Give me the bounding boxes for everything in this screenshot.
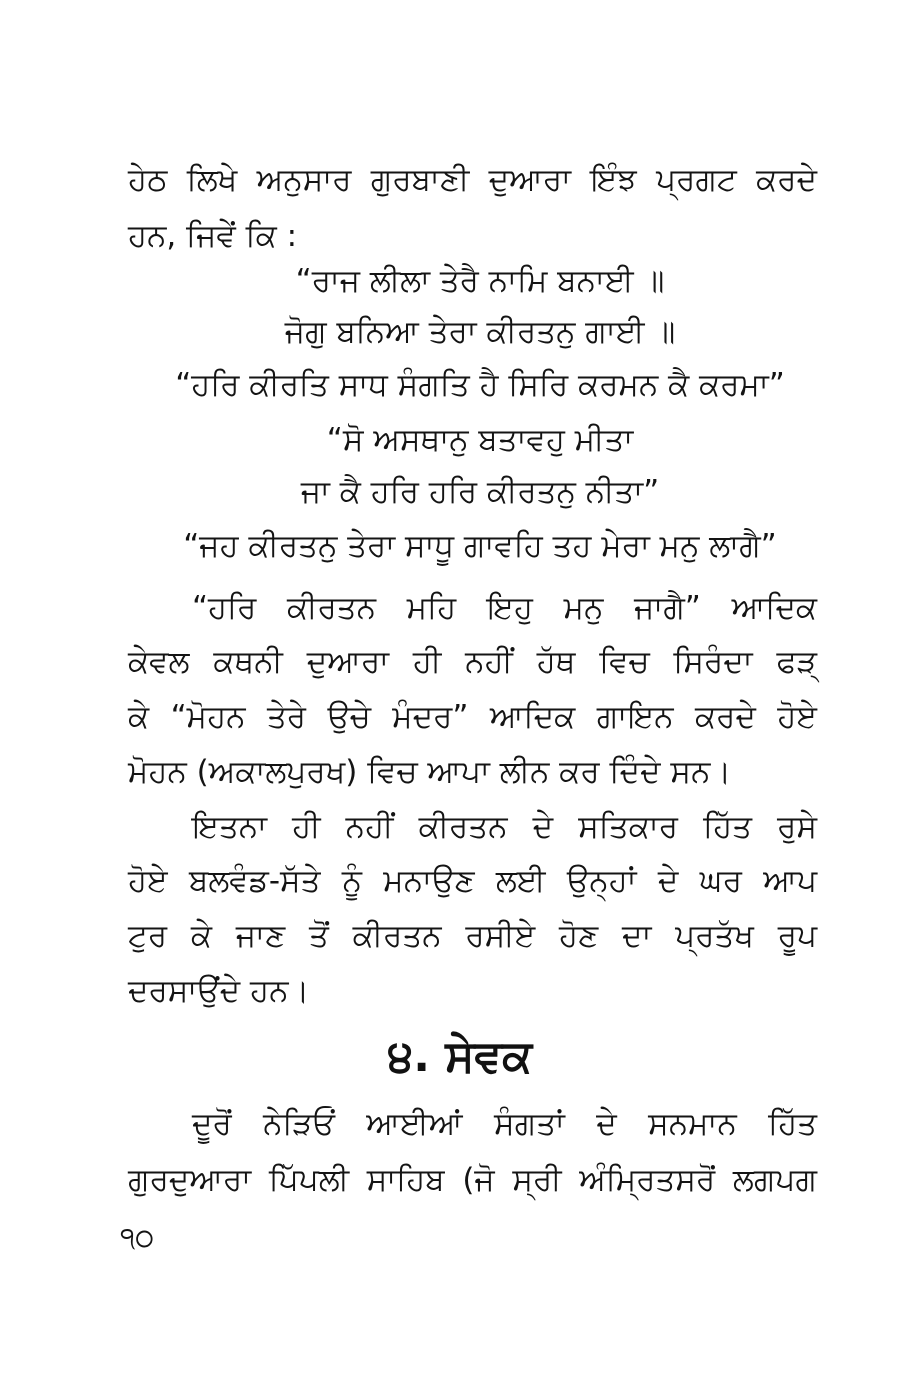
text-line: ਹੋਏ ਬਲਵੰਡ-ਸੱਤੇ ਨੂੰ ਮਨਾਉਣ ਲਈ ਉਨ੍ਹਾਂ ਦੇ ਘਰ ਆਪ bbox=[128, 863, 817, 899]
quote-line: “ਜਹ ਕੀਰਤਨੁ ਤੇਰਾ ਸਾਧੂ ਗਾਵਹਿ ਤਹ ਮੇਰਾ ਮਨੁ ਲਾਗੈ” bbox=[183, 528, 777, 564]
text-line: ਹਨ, ਜਿਵੇਂ ਕਿ : bbox=[128, 218, 298, 254]
text-line: ਇਤਨਾ ਹੀ ਨਹੀਂ ਕੀਰਤਨ ਦੇ ਸਤਿਕਾਰ ਹਿੱਤ ਰੁਸੇ bbox=[192, 809, 817, 845]
quote-line: “ਰਾਜ ਲੀਲਾ ਤੇਰੈ ਨਾਮਿ ਬਨਾਈ ॥ bbox=[295, 263, 665, 299]
text-line: ਟੁਰ ਕੇ ਜਾਣ ਤੋਂ ਕੀਰਤਨ ਰਸੀਏ ਹੋਣ ਦਾ ਪ੍ਰਤੱਖ ਰੂਪ bbox=[128, 918, 817, 954]
text-line: ਗੁਰਦੁਆਰਾ ਪਿੱਪਲੀ ਸਾਹਿਬ (ਜੋ ਸ੍ਰੀ ਅੰਮ੍ਰਿਤਸਰੋਂ ਲਗਪਗ bbox=[128, 1162, 817, 1198]
text-line: ਹੇਠ ਲਿਖੇ ਅਨੁਸਾਰ ਗੁਰਬਾਣੀ ਦੁਆਰਾ ਇੰਝ ਪ੍ਰਗਟ ਕਰਦੇ bbox=[128, 162, 817, 198]
text-line: “ਹਰਿ ਕੀਰਤਨ ਮਹਿ ਇਹੁ ਮਨੁ ਜਾਗੈ” ਆਦਿਕ bbox=[192, 590, 817, 626]
page-number: ੧੦ bbox=[120, 1221, 155, 1254]
text-line: ਕੇ “ਮੋਹਨ ਤੇਰੇ ਉਚੇ ਮੰਦਰ” ਆਦਿਕ ਗਾਇਨ ਕਰਦੇ ਹੋਏ bbox=[128, 699, 817, 735]
text-line: ਦਰਸਾਉਂਦੇ ਹਨ। bbox=[128, 973, 310, 1009]
quote-line: “ਹਰਿ ਕੀਰਤਿ ਸਾਧ ਸੰਗਤਿ ਹੈ ਸਿਰਿ ਕਰਮਨ ਕੈ ਕਰਮਾ” bbox=[175, 367, 785, 403]
quote-line: ਜੋਗੁ ਬਨਿਆ ਤੇਰਾ ਕੀਰਤਨੁ ਗਾਈ ॥ bbox=[284, 314, 676, 350]
text-line: ਕੇਵਲ ਕਥਨੀ ਦੁਆਰਾ ਹੀ ਨਹੀਂ ਹੱਥ ਵਿਚ ਸਿਰੰਦਾ ਫੜ੍ bbox=[128, 644, 817, 680]
quote-line: ਜਾ ਕੈ ਹਰਿ ਹਰਿ ਕੀਰਤਨੁ ਨੀਤਾ” bbox=[300, 474, 660, 510]
quote-line: “ਸੋ ਅਸਥਾਨੁ ਬਤਾਵਹੁ ਮੀਤਾ bbox=[326, 422, 634, 458]
text-line: ਮੋਹਨ (ਅਕਾਲਪੁਰਖ) ਵਿਚ ਆਪਾ ਲੀਨ ਕਰ ਦਿੰਦੇ ਸਨ। bbox=[128, 754, 732, 790]
section-heading: ੪. ਸੇਵਕ bbox=[387, 1031, 533, 1082]
text-line: ਦੂਰੋਂ ਨੇੜਿਓਂ ਆਈਆਂ ਸੰਗਤਾਂ ਦੇ ਸਨਮਾਨ ਹਿੱਤ bbox=[192, 1106, 817, 1142]
